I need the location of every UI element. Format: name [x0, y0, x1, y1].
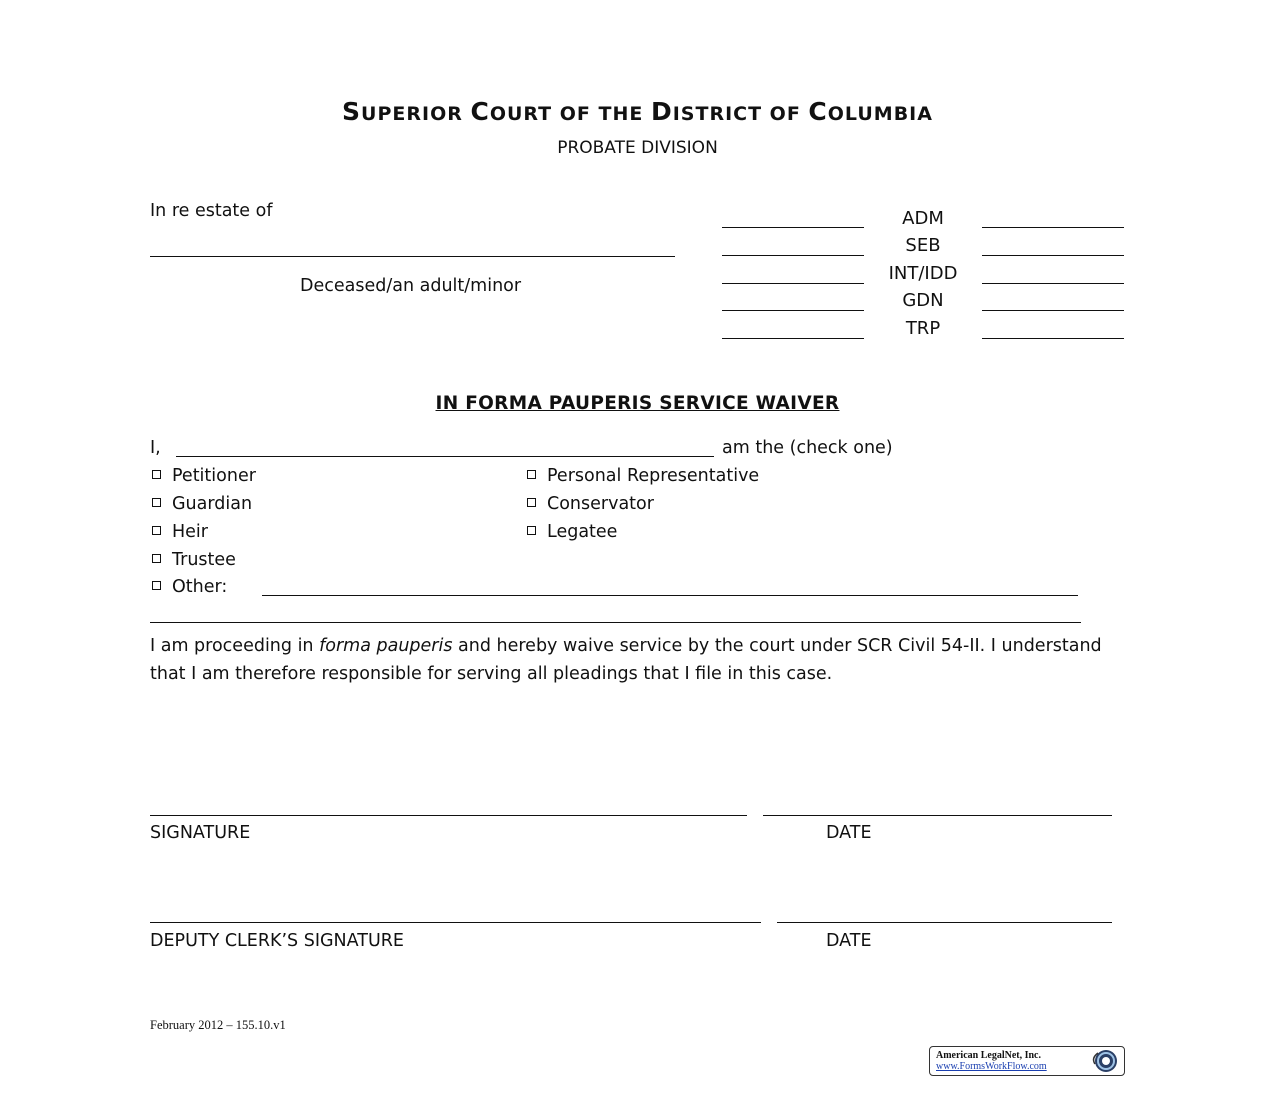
case-code-suffix-line[interactable]	[982, 227, 1124, 228]
checkbox-icon	[152, 554, 161, 563]
deputy-clerk-signature-label: DEPUTY CLERK’S SIGNATURE	[150, 931, 404, 951]
case-code-seb: SEB	[905, 235, 941, 256]
checkbox-icon	[152, 498, 161, 507]
option-heir[interactable]: Heir	[152, 522, 208, 542]
case-code-trp: TRP	[905, 318, 941, 339]
other-line[interactable]	[262, 595, 1078, 596]
option-personal-representative[interactable]: Personal Representative	[527, 466, 759, 486]
name-line[interactable]	[176, 456, 714, 457]
logo-company: American LegalNet, Inc.	[936, 1050, 1041, 1061]
option-guardian[interactable]: Guardian	[152, 494, 252, 514]
option-legatee[interactable]: Legatee	[527, 522, 617, 542]
case-code-prefix-line[interactable]	[722, 338, 864, 339]
case-code-gdn: GDN	[902, 290, 944, 311]
in-re-label: In re estate of	[150, 201, 273, 221]
other-continuation-line[interactable]	[150, 622, 1081, 623]
checkbox-icon	[527, 470, 536, 479]
option-trustee[interactable]: Trustee	[152, 550, 236, 570]
globe-icon	[1089, 1048, 1121, 1074]
deputy-clerk-signature-line[interactable]	[150, 922, 761, 923]
court-title: SUPERIOR COURT OF THE DISTRICT OF COLUMBIA	[342, 97, 933, 126]
estate-name-line[interactable]	[150, 256, 675, 257]
option-conservator[interactable]: Conservator	[527, 494, 654, 514]
case-code-prefix-line[interactable]	[722, 310, 864, 311]
date-line[interactable]	[763, 815, 1112, 816]
checkbox-icon	[527, 526, 536, 535]
case-code-suffix-line[interactable]	[982, 283, 1124, 284]
deputy-date-line[interactable]	[777, 922, 1112, 923]
case-code-prefix-line[interactable]	[722, 227, 864, 228]
case-code-adm: ADM	[902, 208, 944, 229]
case-code-suffix-line[interactable]	[982, 255, 1124, 256]
case-code-suffix-line[interactable]	[982, 338, 1124, 339]
logo-url[interactable]: www.FormsWorkFlow.com	[936, 1061, 1047, 1072]
case-code-prefix-line[interactable]	[722, 283, 864, 284]
intro-prefix: I,	[150, 438, 161, 458]
checkbox-icon	[152, 581, 161, 590]
waiver-paragraph: I am proceeding in forma pauperis and hereby waive service by the court under SCR Civil 54-II. I understand that I am therefore responsible for serving all pleadings that I file in this case.	[150, 636, 1102, 684]
division-name: PROBATE DIVISION	[557, 138, 718, 158]
checkbox-icon	[152, 470, 161, 479]
case-code-int-idd: INT/IDD	[888, 263, 958, 284]
form-revision: February 2012 – 155.10.v1	[150, 1018, 286, 1032]
signature-label: SIGNATURE	[150, 823, 251, 843]
case-code-suffix-line[interactable]	[982, 310, 1124, 311]
case-code-prefix-line[interactable]	[722, 255, 864, 256]
checkbox-icon	[152, 526, 161, 535]
date-label: DATE	[826, 823, 872, 843]
option-petitioner[interactable]: Petitioner	[152, 466, 256, 486]
deputy-date-label: DATE	[826, 931, 872, 951]
intro-suffix: am the (check one)	[722, 438, 893, 458]
form-title: IN FORMA PAUPERIS SERVICE WAIVER	[435, 393, 840, 414]
checkbox-icon	[527, 498, 536, 507]
status-label: Deceased/an adult/minor	[300, 276, 522, 296]
signature-line[interactable]	[150, 815, 747, 816]
option-other[interactable]: Other:	[152, 577, 227, 597]
american-legalnet-logo[interactable]	[929, 1046, 1125, 1076]
